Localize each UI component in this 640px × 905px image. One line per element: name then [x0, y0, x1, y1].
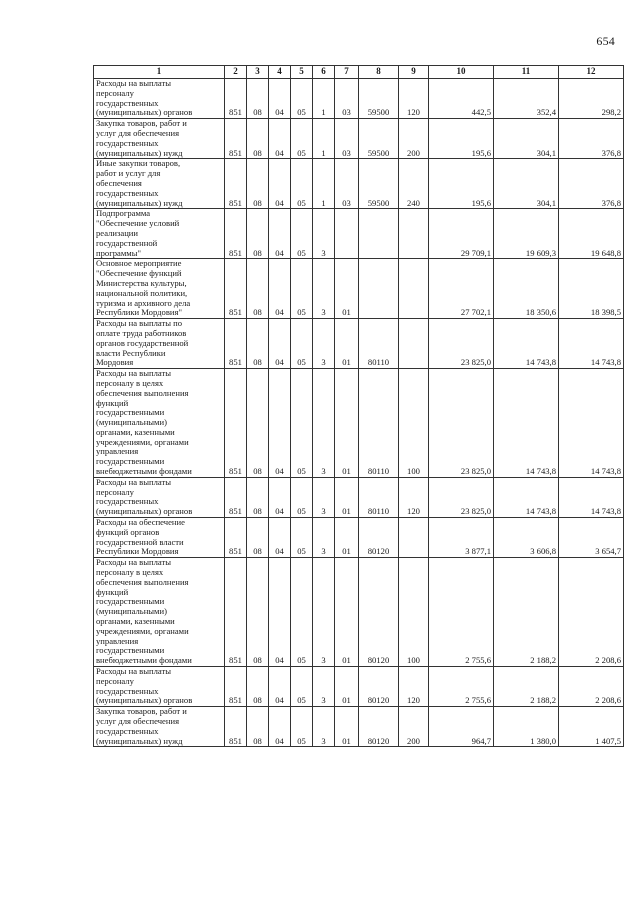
amount-year-2: 18 350,6: [494, 259, 559, 319]
event-code: 01: [335, 369, 359, 478]
row-description: Расходы на выплаты персоналу государственных (муниципальных) органов: [94, 667, 225, 707]
row-description: Расходы на обеспечение функций органов государственной власти Республики Мордовия: [94, 518, 225, 558]
expense-type-code: 120: [399, 79, 429, 119]
subsection-code: 04: [269, 79, 291, 119]
amount-year-1: 442,5: [429, 79, 494, 119]
program-code: 05: [291, 558, 313, 667]
admin-code: 851: [225, 667, 247, 707]
admin-code: 851: [225, 259, 247, 319]
amount-year-1: 2 755,6: [429, 558, 494, 667]
amount-year-3: 376,8: [559, 119, 624, 159]
event-code: [335, 209, 359, 259]
table-row: [94, 477, 624, 517]
direction-code: 59500: [359, 119, 399, 159]
subprogram-code: 3: [313, 518, 335, 558]
amount-year-1: 195,6: [429, 119, 494, 159]
row-description: Расходы на выплаты персоналу государственных (муниципальных) органов: [94, 79, 225, 119]
amount-year-2: 2 188,2: [494, 667, 559, 707]
direction-code: 80120: [359, 667, 399, 707]
amount-year-2: 3 606,8: [494, 518, 559, 558]
subsection-code: 04: [269, 707, 291, 747]
subsection-code: 04: [269, 369, 291, 478]
column-header: 3: [247, 66, 269, 79]
amount-year-3: 18 398,5: [559, 259, 624, 319]
program-code: 05: [291, 369, 313, 478]
table-body: [94, 79, 624, 747]
program-code: 05: [291, 518, 313, 558]
row-description: Расходы на выплаты персоналу в целях обеспечения выполнения функций государственными (муниципальными) органами, казенными учреждениями, органами управления государственными внебюджетными фондами: [94, 369, 225, 478]
section-code: 08: [247, 369, 269, 478]
subsection-code: 04: [269, 209, 291, 259]
expense-type-code: 240: [399, 159, 429, 209]
section-code: 08: [247, 319, 269, 369]
table-row: [94, 319, 624, 369]
amount-year-1: 195,6: [429, 159, 494, 209]
amount-year-3: 2 208,6: [559, 667, 624, 707]
event-code: 01: [335, 558, 359, 667]
subprogram-code: 3: [313, 707, 335, 747]
amount-year-3: 19 648,8: [559, 209, 624, 259]
amount-year-1: 29 709,1: [429, 209, 494, 259]
amount-year-1: 2 755,6: [429, 667, 494, 707]
program-code: 05: [291, 319, 313, 369]
event-code: 01: [335, 707, 359, 747]
subprogram-code: 3: [313, 369, 335, 478]
section-code: 08: [247, 259, 269, 319]
row-description: Закупка товаров, работ и услуг для обеспечения государственных (муниципальных) нужд: [94, 707, 225, 747]
amount-year-2: 304,1: [494, 119, 559, 159]
direction-code: 80110: [359, 319, 399, 369]
direction-code: 80120: [359, 558, 399, 667]
event-code: 01: [335, 319, 359, 369]
table-row: [94, 79, 624, 119]
admin-code: 851: [225, 209, 247, 259]
event-code: 01: [335, 259, 359, 319]
amount-year-1: 23 825,0: [429, 369, 494, 478]
table-row: [94, 369, 624, 478]
subsection-code: 04: [269, 119, 291, 159]
table-row: [94, 259, 624, 319]
program-code: 05: [291, 707, 313, 747]
expense-type-code: [399, 209, 429, 259]
row-description: Расходы на выплаты персоналу в целях обеспечения выполнения функций государственными (муниципальными) органами, казенными учреждениями, органами управления государственными внебюджетными фондами: [94, 558, 225, 667]
admin-code: 851: [225, 319, 247, 369]
table-header-row: [94, 66, 624, 79]
expense-type-code: 100: [399, 369, 429, 478]
amount-year-3: 14 743,8: [559, 477, 624, 517]
program-code: 05: [291, 477, 313, 517]
admin-code: 851: [225, 477, 247, 517]
amount-year-2: 14 743,8: [494, 369, 559, 478]
expense-type-code: 120: [399, 477, 429, 517]
subprogram-code: 1: [313, 159, 335, 209]
direction-code: 59500: [359, 159, 399, 209]
column-header: 7: [335, 66, 359, 79]
direction-code: 80110: [359, 369, 399, 478]
event-code: 03: [335, 159, 359, 209]
table-row: [94, 209, 624, 259]
subsection-code: 04: [269, 319, 291, 369]
amount-year-1: 23 825,0: [429, 477, 494, 517]
row-description: Закупка товаров, работ и услуг для обеспечения государственных (муниципальных) нужд: [94, 119, 225, 159]
subprogram-code: 1: [313, 119, 335, 159]
table-row: [94, 667, 624, 707]
table-row: [94, 518, 624, 558]
subsection-code: 04: [269, 159, 291, 209]
admin-code: 851: [225, 369, 247, 478]
subprogram-code: 1: [313, 79, 335, 119]
direction-code: 80120: [359, 707, 399, 747]
program-code: 05: [291, 119, 313, 159]
subprogram-code: 3: [313, 667, 335, 707]
subprogram-code: 3: [313, 209, 335, 259]
row-description: Расходы на выплаты персоналу государственных (муниципальных) органов: [94, 477, 225, 517]
subprogram-code: 3: [313, 477, 335, 517]
table-row: [94, 119, 624, 159]
amount-year-3: 3 654,7: [559, 518, 624, 558]
amount-year-3: 376,8: [559, 159, 624, 209]
amount-year-3: 1 407,5: [559, 707, 624, 747]
page-number: 654: [596, 34, 615, 48]
amount-year-2: 14 743,8: [494, 319, 559, 369]
amount-year-1: 3 877,1: [429, 518, 494, 558]
admin-code: 851: [225, 558, 247, 667]
program-code: 05: [291, 259, 313, 319]
section-code: 08: [247, 209, 269, 259]
event-code: 03: [335, 79, 359, 119]
expense-type-code: [399, 518, 429, 558]
expense-type-code: 100: [399, 558, 429, 667]
direction-code: [359, 259, 399, 319]
column-header: 11: [494, 66, 559, 79]
subsection-code: 04: [269, 667, 291, 707]
table-row: [94, 558, 624, 667]
amount-year-2: 304,1: [494, 159, 559, 209]
section-code: 08: [247, 477, 269, 517]
expense-type-code: 200: [399, 119, 429, 159]
admin-code: 851: [225, 159, 247, 209]
amount-year-1: 23 825,0: [429, 319, 494, 369]
row-description: Расходы на выплаты по оплате труда работников органов государственной власти Республики Мордовия: [94, 319, 225, 369]
column-header: 1: [94, 66, 225, 79]
admin-code: 851: [225, 79, 247, 119]
column-header: 12: [559, 66, 624, 79]
subsection-code: 04: [269, 259, 291, 319]
event-code: 01: [335, 518, 359, 558]
section-code: 08: [247, 159, 269, 209]
column-header: 10: [429, 66, 494, 79]
admin-code: 851: [225, 518, 247, 558]
section-code: 08: [247, 79, 269, 119]
column-header: 2: [225, 66, 247, 79]
admin-code: 851: [225, 707, 247, 747]
amount-year-3: 298,2: [559, 79, 624, 119]
amount-year-3: 2 208,6: [559, 558, 624, 667]
program-code: 05: [291, 79, 313, 119]
program-code: 05: [291, 667, 313, 707]
section-code: 08: [247, 119, 269, 159]
row-description: Подпрограмма "Обеспечение условий реализации государственной программы": [94, 209, 225, 259]
subprogram-code: 3: [313, 319, 335, 369]
event-code: 01: [335, 477, 359, 517]
section-code: 08: [247, 558, 269, 667]
column-header: 5: [291, 66, 313, 79]
section-code: 08: [247, 518, 269, 558]
column-header: 4: [269, 66, 291, 79]
amount-year-1: 964,7: [429, 707, 494, 747]
expense-type-code: 120: [399, 667, 429, 707]
amount-year-1: 27 702,1: [429, 259, 494, 319]
table-row: [94, 707, 624, 747]
event-code: 01: [335, 667, 359, 707]
column-header: 8: [359, 66, 399, 79]
budget-table: [93, 65, 624, 747]
program-code: 05: [291, 159, 313, 209]
direction-code: [359, 209, 399, 259]
expense-type-code: 200: [399, 707, 429, 747]
subprogram-code: 3: [313, 558, 335, 667]
section-code: 08: [247, 707, 269, 747]
row-description: Основное мероприятие "Обеспечение функций Министерства культуры, национальной политики, туризма и архивного дела Республики Мордовия": [94, 259, 225, 319]
amount-year-2: 352,4: [494, 79, 559, 119]
expense-type-code: [399, 259, 429, 319]
direction-code: 80120: [359, 518, 399, 558]
amount-year-2: 19 609,3: [494, 209, 559, 259]
section-code: 08: [247, 667, 269, 707]
table-row: [94, 159, 624, 209]
direction-code: 59500: [359, 79, 399, 119]
direction-code: 80110: [359, 477, 399, 517]
column-header: 6: [313, 66, 335, 79]
expense-type-code: [399, 319, 429, 369]
amount-year-2: 2 188,2: [494, 558, 559, 667]
subsection-code: 04: [269, 477, 291, 517]
subsection-code: 04: [269, 518, 291, 558]
column-header: 9: [399, 66, 429, 79]
amount-year-2: 14 743,8: [494, 477, 559, 517]
row-description: Иные закупки товаров, работ и услуг для обеспечения государственных (муниципальных) нужд: [94, 159, 225, 209]
subsection-code: 04: [269, 558, 291, 667]
amount-year-2: 1 380,0: [494, 707, 559, 747]
amount-year-3: 14 743,8: [559, 369, 624, 478]
subprogram-code: 3: [313, 259, 335, 319]
program-code: 05: [291, 209, 313, 259]
event-code: 03: [335, 119, 359, 159]
amount-year-3: 14 743,8: [559, 319, 624, 369]
admin-code: 851: [225, 119, 247, 159]
